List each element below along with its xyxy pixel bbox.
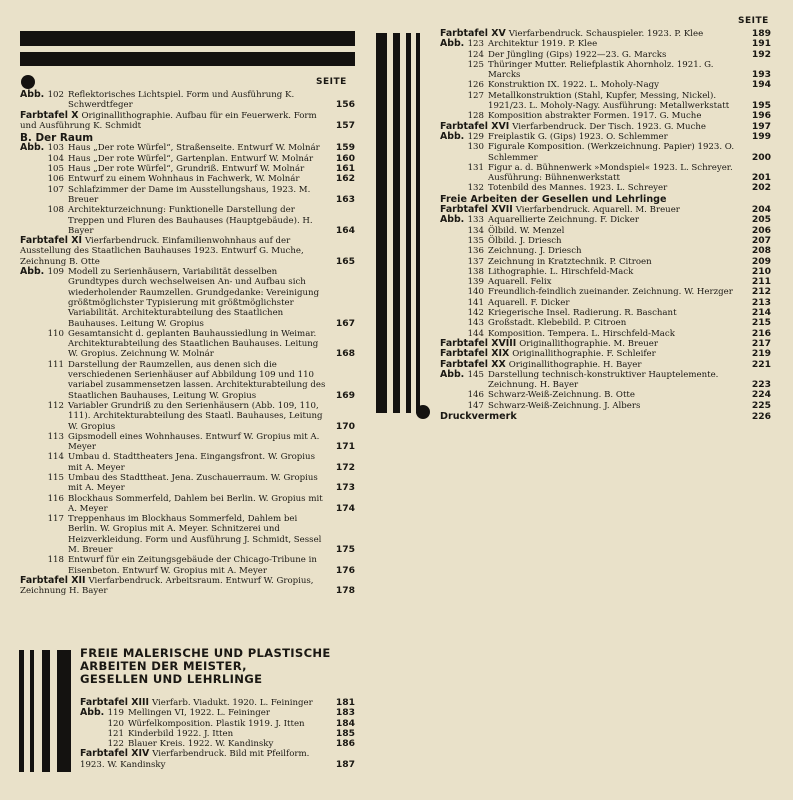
toc-entry-number: 118 <box>47 555 64 566</box>
toc-entry-number: 108 <box>47 205 64 216</box>
toc-entry-text: Zeichnung in Kratztechnik. P. Citroen <box>488 256 652 267</box>
toc-entry-label: Farbtafel XV <box>440 28 506 39</box>
toc-entry-text: Ölbild. J. Driesch <box>488 235 562 246</box>
section-title-line-1: FREIE MALERISCHE UND PLASTISCHE <box>80 646 331 660</box>
toc-entry <box>440 205 771 215</box>
toc-entry <box>20 514 355 555</box>
toc-entry <box>440 183 771 193</box>
toc-entry-text: Haus „Der rote Würfel“, Gartenplan. Entwurf W. Molnár <box>68 153 314 164</box>
toc-entry-page: 221 <box>751 358 771 370</box>
toc-entry-number: 113 <box>47 431 64 442</box>
toc-entry-text: Würfelkomposition. Plastik 1919. J. Itten <box>128 718 305 729</box>
toc-entry-title: Originallithographie. H. Bayer <box>508 359 642 370</box>
toc-entry-text: Treppenhaus im Blockhaus Sommerfeld, Dahlem bei Berlin. W. Gropius mit A. Meyer. Schnitzerei und Heizverkleidung. Form und Ausführung J. Schmidt, Sessel M. Breuer <box>68 514 322 556</box>
toc-entry <box>440 236 771 246</box>
toc-entry <box>440 80 771 90</box>
toc-entry-text <box>20 111 355 132</box>
toc-entry <box>440 142 771 163</box>
right-vbar-4 <box>416 33 420 413</box>
toc-entry <box>440 401 771 411</box>
toc-entry-label: Abb. <box>440 368 465 380</box>
toc-entry <box>20 432 355 453</box>
toc-entry-text: Umbau d. Stadttheaters Jena. Eingangsfront. W. Gropius mit A. Meyer <box>68 452 315 473</box>
toc-entry-text <box>20 576 355 597</box>
toc-entry <box>20 164 355 174</box>
toc-entry-text <box>440 205 771 215</box>
toc-entry-page: 205 <box>751 214 771 226</box>
toc-entry-number: 104 <box>47 153 64 164</box>
toc-entry-number: 147 <box>467 400 484 411</box>
toc-entry-number: 105 <box>47 164 64 175</box>
toc-entry-label: Abb. <box>440 214 465 226</box>
toc-entry-number: 127 <box>467 90 484 101</box>
top-bar-1 <box>20 31 355 46</box>
toc-entry <box>440 277 771 287</box>
toc-entry-title: Vierfarbendruck. Der Tisch. 1923. G. Muche <box>512 121 707 132</box>
toc-entry-number: 142 <box>467 308 484 319</box>
toc-entry <box>20 143 355 153</box>
toc-entry-page: 215 <box>751 317 771 329</box>
toc-entry-number: 124 <box>467 49 484 60</box>
toc-entry-number: 119 <box>107 708 124 719</box>
toc-entry-number: 121 <box>107 728 124 739</box>
toc-entry-number: 111 <box>47 359 64 370</box>
toc-entry-page: 201 <box>751 172 771 184</box>
toc-entry <box>20 185 355 206</box>
toc-entry-page: 156 <box>335 99 355 111</box>
toc-entry-number: 136 <box>467 246 484 257</box>
toc-entry <box>440 215 771 225</box>
toc-entry <box>80 749 355 770</box>
toc-entry-title: Vierfarbendruck. Aquarell. M. Breuer <box>515 205 680 216</box>
toc-entry-label: Farbtafel XVII <box>440 204 513 216</box>
toc-entry <box>440 318 771 328</box>
toc-entry-page: 174 <box>335 502 355 514</box>
toc-entry-page: 225 <box>751 399 771 411</box>
toc-entry-text: Figurale Komposition. (Werkzeichnung. Papier) 1923. O. Schlemmer <box>488 142 735 163</box>
toc-entry-label: Farbtafel XII <box>20 574 86 586</box>
toc-entry-text: Lithographie. L. Hirschfeld-Mack <box>488 266 634 277</box>
toc-entry-text: Thüringer Mutter. Reliefplastik Ahornholz. 1921. G. Marcks <box>488 59 714 81</box>
toc-entry <box>440 39 771 49</box>
toc-entry-page: 175 <box>335 544 355 556</box>
toc-entry <box>440 163 771 184</box>
toc-entry-page: 171 <box>335 441 355 453</box>
toc-entry-page: 219 <box>751 348 771 360</box>
toc-entry-label: Abb. <box>80 707 105 719</box>
toc-entry-page: 164 <box>335 224 355 236</box>
toc-entry-page: 157 <box>335 119 355 131</box>
toc-entry-title: Originallithographie. F. Schleifer <box>512 349 656 360</box>
toc-entry-text: Figur a. d. Bühnenwerk »Mondspiel« 1923. L. Schreyer. Ausführung: Bühnenwerkstatt <box>488 162 733 184</box>
toc-entry-page: 173 <box>335 482 355 494</box>
toc-entry <box>80 719 355 729</box>
right-vbar-1 <box>376 33 387 413</box>
toc-entry-text: Ölbild. W. Menzel <box>488 225 565 236</box>
toc-entry-page: 186 <box>335 738 355 750</box>
toc-entry-label: Farbtafel XIX <box>440 348 510 360</box>
toc-entry-text: Entwurf für ein Zeitungsgebäude der Chicago-Tribune in Eisenbeton. Entwurf W. Gropius mit A. Meyer <box>68 555 317 576</box>
toc-entry-text: Entwurf zu einem Wohnhaus in Fachwerk, W. Molnár <box>68 174 300 185</box>
toc-entry <box>20 111 355 132</box>
toc-entry-text: Blauer Kreis. 1922. W. Kandinsky <box>128 739 274 750</box>
toc-entry <box>440 122 771 132</box>
toc-entry-text: Gesamtansicht d. geplanten Bauhaussiedlung in Weimar. Architekturabteilung des Staatlichen Bauhauses. Leitung W. Gropius. Zeichnung W. Molnár <box>68 328 319 360</box>
toc-entry-title: Originallithographie. M. Breuer <box>519 338 658 349</box>
toc-entry <box>440 370 771 391</box>
toc-entry <box>20 360 355 401</box>
toc-entry-number: 138 <box>467 266 484 277</box>
toc-entry-label: Farbtafel XVI <box>440 120 510 132</box>
toc-entry <box>440 132 771 142</box>
toc-entry-text <box>440 360 771 370</box>
toc-entry <box>20 236 355 267</box>
toc-entry-page: 160 <box>335 152 355 164</box>
toc-entry-label: Abb. <box>440 38 465 50</box>
toc-entry-number: 133 <box>467 215 484 226</box>
toc-entry-page: 161 <box>335 163 355 175</box>
toc-entry <box>20 267 355 329</box>
toc-entry-number: 110 <box>47 328 64 339</box>
toc-entry <box>80 708 355 718</box>
left-column-upper <box>20 90 355 597</box>
left-seite-label: SEITE <box>316 77 347 87</box>
toc-entry-page: 183 <box>335 707 355 719</box>
toc-entry-page: 163 <box>335 193 355 205</box>
toc-entry <box>20 174 355 184</box>
toc-entry <box>440 390 771 400</box>
toc-entry-text: Aquarellierte Zeichnung. F. Dicker <box>488 215 639 226</box>
toc-entry-page: 194 <box>751 79 771 91</box>
toc-entry <box>20 473 355 494</box>
bullet-dot <box>21 75 35 89</box>
toc-entry-page: 192 <box>751 48 771 60</box>
left-column-lower <box>80 698 355 770</box>
toc-entry-number: 129 <box>467 131 484 142</box>
right-section-heading: Freie Arbeiten der Gesellen und Lehrlinge <box>440 193 667 205</box>
toc-entry-title: Vierfarbendruck. Schauspieler. 1923. P. Klee <box>508 29 704 39</box>
toc-entry-text: Architekturzeichnung: Funktionelle Darstellung der Treppen und Fluren des Bauhauses (Hauptgebäude). H. Bayer <box>68 205 313 236</box>
toc-entry-number: 115 <box>47 472 64 483</box>
toc-entry <box>20 90 355 111</box>
toc-entry-page: 170 <box>335 420 355 432</box>
toc-entry-page: 169 <box>335 389 355 401</box>
toc-entry-number: 117 <box>47 514 64 525</box>
toc-entry <box>440 226 771 236</box>
left-vbar-1 <box>19 650 24 772</box>
toc-entry-number: 120 <box>107 718 124 729</box>
left-vbar-4 <box>57 650 71 772</box>
toc-entry-number: 126 <box>467 80 484 91</box>
toc-entry-page: 193 <box>751 69 771 81</box>
toc-entry <box>20 452 355 473</box>
toc-entry-number: 125 <box>467 59 484 70</box>
toc-entry-page: 191 <box>751 38 771 50</box>
toc-entry-text: Variabler Grundriß zu den Serienhäusern (Abb. 109, 110, 111). Architekturabteilung des Staatl. Bauhauses, Leitung W. Gropius <box>68 400 323 432</box>
toc-entry-label: Farbtafel XVIII <box>440 337 517 349</box>
toc-entry-text <box>440 122 771 132</box>
toc-entry-label: Farbtafel XX <box>440 358 506 370</box>
toc-entry-number: 114 <box>47 452 64 463</box>
toc-entry-page: 189 <box>751 28 771 39</box>
toc-entry-text <box>20 236 355 267</box>
toc-entry-page: 176 <box>335 564 355 576</box>
toc-entry-number: 128 <box>467 111 484 122</box>
toc-entry-page: 165 <box>335 255 355 267</box>
toc-entry-number: 116 <box>47 493 64 504</box>
toc-entry-page: 181 <box>335 697 355 708</box>
toc-entry-page: 208 <box>751 245 771 257</box>
toc-entry-page: 211 <box>751 276 771 288</box>
bullet-dot-right <box>416 405 430 419</box>
left-vbar-2 <box>30 650 34 772</box>
toc-entry-text: Blockhaus Sommerfeld, Dahlem bei Berlin. W. Gropius mit A. Meyer <box>68 493 323 514</box>
toc-entry-title: Vierfarbendruck. Arbeitsraum. Entwurf W. Gropius, Zeichnung H. Bayer <box>20 575 314 597</box>
toc-entry-page: 212 <box>751 286 771 298</box>
section-b-heading: B. Der Raum <box>20 132 94 145</box>
toc-entry-number: 122 <box>107 739 124 750</box>
toc-entry-title: Vierfarb. Viadukt. 1920. L. Feininger <box>151 698 313 708</box>
toc-entry <box>20 494 355 515</box>
toc-entry-text: Freiplastik G. (Gips) 1923. O. Schlemmer <box>488 131 668 142</box>
toc-entry <box>440 91 771 112</box>
toc-entry-number: 106 <box>47 174 64 185</box>
toc-entry-text: Schlafzimmer der Dame im Ausstellungshaus, 1923. M. Breuer <box>68 184 311 205</box>
toc-entry-page: 167 <box>335 317 355 329</box>
toc-entry-number: 134 <box>467 225 484 236</box>
toc-entry <box>20 576 355 597</box>
toc-entry-number: 123 <box>467 39 484 50</box>
toc-entry-number: 143 <box>467 318 484 329</box>
toc-entry-text: Großstadt. Klebebild. P. Citroen <box>488 318 627 329</box>
toc-entry-page: 197 <box>751 120 771 132</box>
toc-entry-title: Vierfarbendruck. Einfamilienwohnhaus auf der Ausstellung des Staatlichen Bauhauses 1923. Entwurf G. Muche, Zeichnung B. Otte <box>20 236 304 267</box>
toc-entry <box>440 257 771 267</box>
section-title-line-2: ARBEITEN DER MEISTER, <box>80 659 247 673</box>
toc-entry-page: 204 <box>751 204 771 216</box>
toc-entry-label: Farbtafel XIII <box>80 697 149 708</box>
toc-entry-number: 103 <box>47 143 64 154</box>
toc-entry-text: Aquarell. Felix <box>488 277 552 288</box>
toc-entry <box>80 698 355 708</box>
druckvermerk-page: 226 <box>751 410 771 422</box>
toc-entry-page: 213 <box>751 296 771 308</box>
toc-entry-number: 102 <box>47 90 64 100</box>
toc-entry-text: Totenbild des Mannes. 1923. L. Schreyer <box>488 183 668 194</box>
toc-entry-label: Farbtafel XIV <box>80 748 150 760</box>
right-vbar-2 <box>393 33 400 413</box>
toc-entry-text: Der Jüngling (Gips) 1922—23. G. Marcks <box>488 49 667 60</box>
toc-entry <box>440 267 771 277</box>
toc-entry-text: Komposition. Tempera. L. Hirschfeld-Mack <box>488 328 675 339</box>
toc-entry-label: Farbtafel X <box>20 109 79 121</box>
toc-entry-number: 109 <box>47 267 64 278</box>
toc-entry-page: 209 <box>751 255 771 267</box>
toc-entry-text: Darstellung der Raumzellen, aus denen sich die verschiedenen Serienhäuser auf Abbildung 109 und 110 variabel zusammensetzen lassen. Architekturabteilung des Staatlichen Bauhauses, Leitung W. Gropius <box>68 359 326 401</box>
toc-entry-text <box>440 349 771 359</box>
toc-entry-number: 130 <box>467 142 484 153</box>
right-vbar-3 <box>406 33 411 413</box>
toc-entry-number: 132 <box>467 183 484 194</box>
toc-entry-page: 195 <box>751 100 771 112</box>
toc-entry-number: 112 <box>47 400 64 411</box>
toc-entry-label: Abb. <box>20 142 45 154</box>
toc-entry-label: Abb. <box>20 89 45 100</box>
toc-entry <box>440 360 771 370</box>
toc-entry-text: Freundlich-feindlich zueinander. Zeichnung. W. Herzger <box>488 287 733 298</box>
toc-entry-page: 214 <box>751 307 771 319</box>
toc-entry-page: 206 <box>751 224 771 236</box>
toc-entry-number: 145 <box>467 369 484 380</box>
toc-entry-number: 140 <box>467 287 484 298</box>
toc-entry <box>20 555 355 576</box>
toc-entry-page: 202 <box>751 182 771 194</box>
toc-entry <box>440 50 771 60</box>
toc-entry-page: 162 <box>335 173 355 185</box>
toc-entry <box>440 349 771 359</box>
toc-entry-text: Metallkonstruktion (Stahl, Kupfer, Messing, Nickel). 1921/23. L. Moholy-Nagy. Ausführung: Metallwerkstatt <box>488 90 730 112</box>
toc-entry-page: 216 <box>751 327 771 339</box>
toc-entry-text <box>440 29 771 39</box>
toc-entry-text: Kinderbild 1922. J. Itten <box>128 728 234 739</box>
toc-entry <box>20 205 355 236</box>
toc-entry <box>80 729 355 739</box>
toc-entry <box>440 60 771 81</box>
toc-entry-page: 184 <box>335 717 355 729</box>
section-title-free-works <box>80 647 370 686</box>
toc-entry-text: Konstruktion IX. 1922. L. Moholy-Nagy <box>488 80 659 91</box>
toc-entry <box>20 329 355 360</box>
toc-entry <box>440 246 771 256</box>
toc-entry-page: 224 <box>751 389 771 401</box>
toc-entry-text: Mellingen VI, 1922. L. Feininger <box>128 708 270 719</box>
toc-entry-text: Modell zu Serienhäusern, Variabilität desselben Grundtypes durch wechselweisen An- und Aufbau sich wiederholender Raumzellen. Grundgedanke: Vereinigung größtmöglichster Typisierung mit größtmöglichster Variabilität. Architekturabteilung des Staatlichen Bauhauses. Leitung W. Gropius <box>68 267 320 329</box>
toc-entry-text: Aquarell. F. Dicker <box>488 297 570 308</box>
toc-entry-text: Reflektorisches Lichtspiel. Form und Ausführung K. Schwerdtfeger <box>68 90 295 111</box>
toc-entry-label: Abb. <box>440 130 465 142</box>
toc-entry <box>20 401 355 432</box>
toc-entry-page: 196 <box>751 110 771 122</box>
toc-entry-text: Darstellung technisch-konstruktiver Hauptelemente. Zeichnung. H. Bayer <box>488 369 719 391</box>
toc-entry-text: Schwarz-Weiß-Zeichnung. B. Otte <box>488 390 635 401</box>
toc-entry-text: Kriegerische Insel. Radierung. R. Baschant <box>488 308 677 319</box>
toc-entry-page: 217 <box>751 337 771 349</box>
left-vbar-3 <box>42 650 50 772</box>
toc-entry-page: 199 <box>751 130 771 142</box>
toc-entry-title: Originallithographie. Aufbau für ein Feuerwerk. Form und Ausführung K. Schmidt <box>20 110 317 131</box>
toc-entry-text: Architektur 1919. P. Klee <box>488 39 598 50</box>
toc-entry-number: 139 <box>467 277 484 288</box>
druckvermerk-label: Druckvermerk <box>440 410 517 422</box>
toc-entry-text: Zeichnung. J. Driesch <box>488 246 582 257</box>
toc-entry-text: Haus „Der rote Würfel“, Straßenseite. Entwurf W. Molnár <box>68 143 320 154</box>
toc-entry-page: 207 <box>751 234 771 246</box>
toc-entry-page: 210 <box>751 265 771 277</box>
toc-entry-text <box>80 749 355 770</box>
druckvermerk-row <box>440 412 771 422</box>
section-title-line-3: GESELLEN UND LEHRLINGE <box>80 672 263 686</box>
toc-entry-number: 131 <box>467 162 484 173</box>
toc-entry-number: 107 <box>47 184 64 195</box>
toc-entry <box>440 287 771 297</box>
toc-entry-page: 178 <box>335 585 355 597</box>
toc-entry-page: 185 <box>335 727 355 739</box>
toc-entry <box>20 154 355 164</box>
toc-entry-number: 137 <box>467 256 484 267</box>
right-column <box>440 29 771 422</box>
toc-entry-text: Gipsmodell eines Wohnhauses. Entwurf W. Gropius mit A. Meyer <box>68 431 320 453</box>
toc-entry-number: 146 <box>467 390 484 401</box>
toc-entry-number: 141 <box>467 297 484 308</box>
toc-entry-number: 135 <box>467 235 484 246</box>
toc-entry <box>440 298 771 308</box>
right-seite-label: SEITE <box>738 16 769 26</box>
toc-entry-text <box>80 698 355 708</box>
toc-entry <box>440 308 771 318</box>
toc-entry <box>440 29 771 39</box>
toc-entry-page: 187 <box>335 758 355 770</box>
top-bar-2 <box>20 52 355 66</box>
toc-entry-title: Vierfarbendruck. Bild mit Pfeilform. 1923. W. Kandinsky <box>80 749 310 770</box>
toc-entry-text: Schwarz-Weiß-Zeichnung. J. Albers <box>488 400 641 411</box>
toc-entry-page: 223 <box>751 379 771 391</box>
toc-entry-text: Komposition abstrakter Formen. 1917. G. Muche <box>488 111 702 122</box>
toc-entry-label: Farbtafel XI <box>20 235 82 247</box>
toc-entry-number: 144 <box>467 328 484 339</box>
toc-entry-page: 172 <box>335 461 355 473</box>
toc-entry-text: Umbau des Stadttheat. Jena. Zuschauerraum. W. Gropius mit A. Meyer <box>68 472 318 494</box>
toc-entry-label: Abb. <box>20 266 45 278</box>
toc-entry-page: 200 <box>751 151 771 163</box>
toc-entry-page: 159 <box>335 142 355 154</box>
toc-entry-page: 168 <box>335 348 355 360</box>
toc-entry-text: Haus „Der rote Würfel“, Grundriß. Entwurf W. Molnár <box>68 164 305 175</box>
